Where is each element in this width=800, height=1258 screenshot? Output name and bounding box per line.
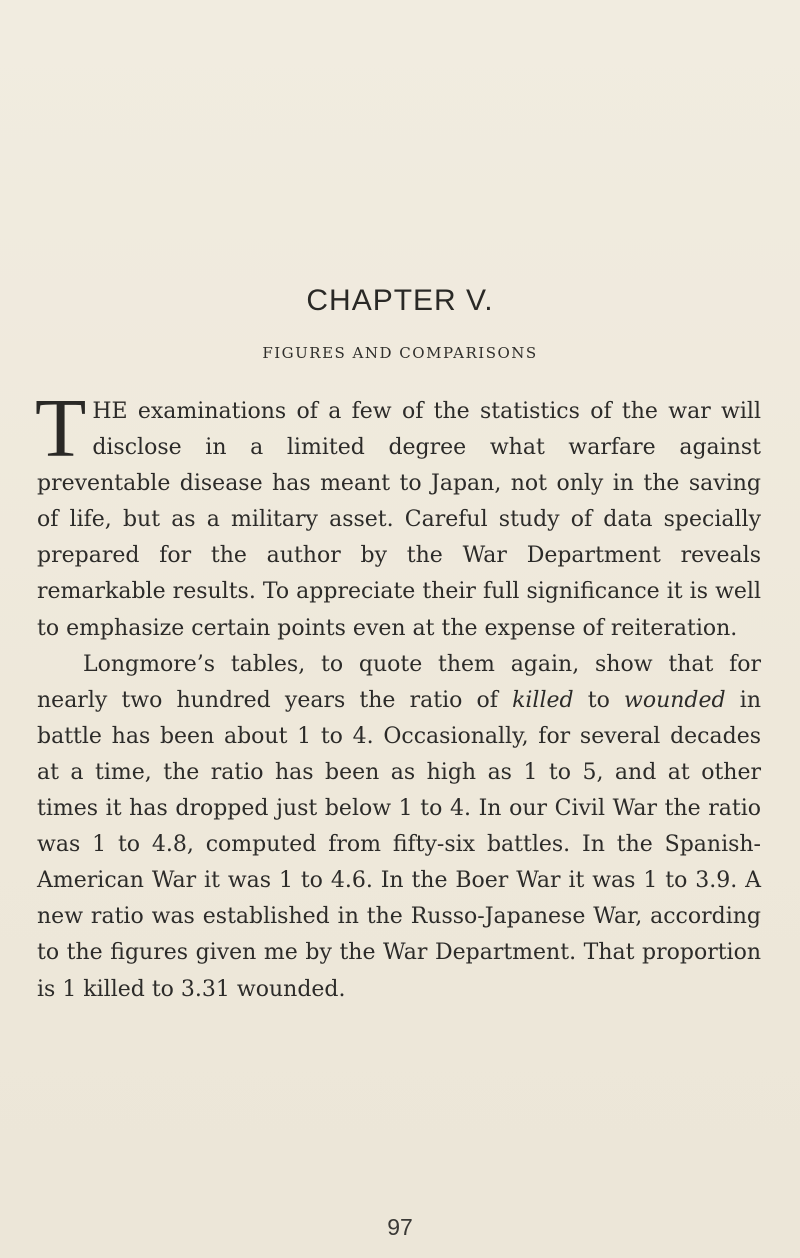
paragraph-2-text-a: Longmore’s tables, to quote them again, show that for nearly two hundred years the ratio of — [37, 651, 761, 713]
chapter-title: CHAPTER V. — [306, 284, 494, 317]
paragraph-2-text-c: in battle has been about 1 to 4. Occasionally, for several decades at a time, the ratio has been as high as 1 to 5, and at other times it has dropped just below 1 to 4. In our Civil War the ratio was 1 to 4.8, computed from fifty-six battles. In the Spanish-American War it was 1 to 4.6. In the Boer War it was 1 to 3.9. A new ratio was established in the Russo-Japanese War, according to the figures given me by the War Department. That proportion is 1 killed to 3.31 wounded. — [37, 687, 761, 1002]
paragraph-1-text: HE examinations of a few of the statistics of the war will disclose in a limited degree what warfare against preventable disease has meant to Japan, not only in the saving of life, but as a military asset. Careful study of data specially prepared for the author by the War Department reveals remarkable results. To appreciate their full significance it is well to emphasize certain points even at the expense of reiteration. — [37, 399, 761, 641]
paragraph-1 — [35, 382, 761, 647]
section-title: FIGURES AND COMPARISONS — [262, 344, 538, 362]
drop-cap: T — [35, 382, 87, 475]
emphasis-killed: killed — [512, 687, 574, 713]
body-text — [35, 382, 761, 1008]
paragraph-2-text-b: to — [573, 687, 625, 713]
page-number: 97 — [387, 1214, 413, 1240]
paragraph-2 — [37, 647, 761, 1008]
emphasis-wounded: wounded — [624, 687, 726, 713]
